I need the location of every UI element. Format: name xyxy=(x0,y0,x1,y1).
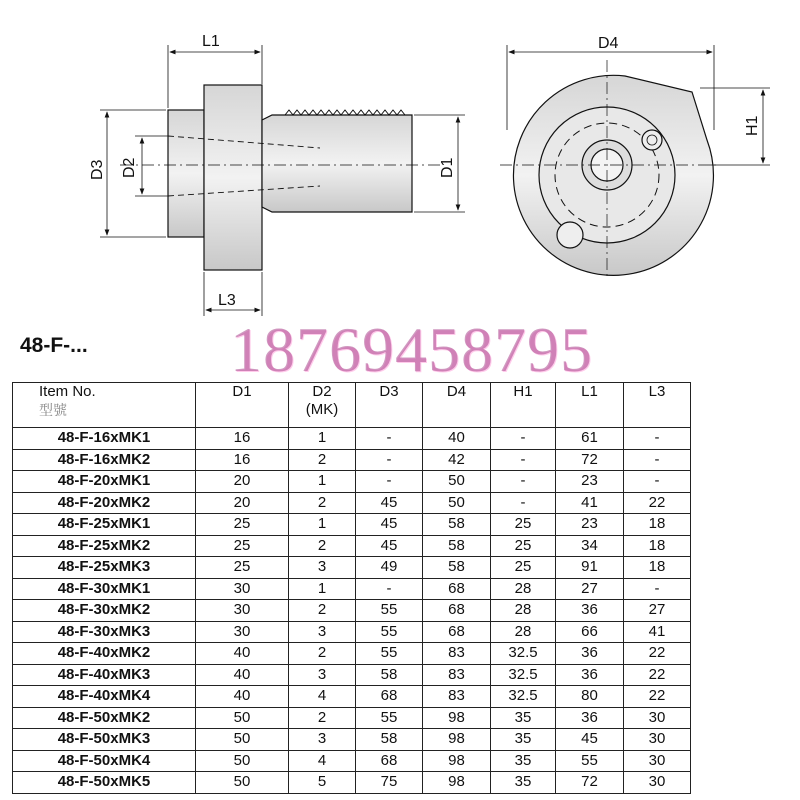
value-cell: - xyxy=(356,449,423,471)
value-cell: 72 xyxy=(556,772,624,794)
value-cell: - xyxy=(624,449,691,471)
value-cell: 4 xyxy=(289,750,356,772)
table-row xyxy=(13,772,691,794)
table-row xyxy=(13,621,691,643)
value-cell: 1 xyxy=(289,428,356,450)
value-cell: 68 xyxy=(423,600,491,622)
column-header-label: L3 xyxy=(648,383,666,400)
value-cell: 36 xyxy=(556,664,624,686)
dim-label-d4: D4 xyxy=(598,35,619,52)
table-row xyxy=(13,729,691,751)
table-row xyxy=(13,449,691,471)
table-row xyxy=(13,514,691,536)
value-cell: 58 xyxy=(356,729,423,751)
value-cell: 28 xyxy=(491,578,556,600)
value-cell: 3 xyxy=(289,729,356,751)
value-cell: 55 xyxy=(356,643,423,665)
item-number-cell: 48-F-20xMK2 xyxy=(13,492,196,514)
value-cell: - xyxy=(624,578,691,600)
table-row xyxy=(13,643,691,665)
value-cell: 50 xyxy=(423,471,491,493)
dim-label-l1: L1 xyxy=(202,33,220,50)
column-header xyxy=(556,383,624,428)
value-cell: 25 xyxy=(491,557,556,579)
value-cell: 30 xyxy=(624,729,691,751)
value-cell: 36 xyxy=(556,600,624,622)
table-row xyxy=(13,707,691,729)
table-row xyxy=(13,471,691,493)
value-cell: 58 xyxy=(423,514,491,536)
value-cell: 4 xyxy=(289,686,356,708)
value-cell: 25 xyxy=(491,514,556,536)
value-cell: 40 xyxy=(196,664,289,686)
value-cell: 30 xyxy=(196,600,289,622)
value-cell: - xyxy=(356,578,423,600)
value-cell: - xyxy=(624,428,691,450)
column-header xyxy=(289,383,356,428)
column-header-label: H1 xyxy=(513,383,533,400)
value-cell: - xyxy=(491,428,556,450)
value-cell: 30 xyxy=(624,707,691,729)
watermark: 18769458795 xyxy=(230,314,593,385)
column-header-sublabel: (MK) xyxy=(305,401,339,418)
value-cell: 2 xyxy=(289,449,356,471)
value-cell: 50 xyxy=(196,772,289,794)
value-cell: 32.5 xyxy=(491,686,556,708)
value-cell: 1 xyxy=(289,471,356,493)
table-row xyxy=(13,578,691,600)
value-cell: 23 xyxy=(556,514,624,536)
value-cell: 2 xyxy=(289,492,356,514)
dim-label-d1: D1 xyxy=(439,157,456,178)
value-cell: 25 xyxy=(491,535,556,557)
value-cell: 25 xyxy=(196,535,289,557)
value-cell: 72 xyxy=(556,449,624,471)
dim-label-l3: L3 xyxy=(218,292,236,309)
value-cell: 55 xyxy=(356,621,423,643)
item-number-cell: 48-F-16xMK2 xyxy=(13,449,196,471)
column-header xyxy=(624,383,691,428)
value-cell: 32.5 xyxy=(491,643,556,665)
value-cell: 42 xyxy=(423,449,491,471)
value-cell: 25 xyxy=(196,557,289,579)
value-cell: 58 xyxy=(356,664,423,686)
column-header-label: D3 xyxy=(379,383,399,400)
value-cell: 22 xyxy=(624,492,691,514)
value-cell: 1 xyxy=(289,578,356,600)
value-cell: 3 xyxy=(289,557,356,579)
value-cell: 50 xyxy=(196,729,289,751)
column-header xyxy=(196,383,289,428)
item-number-cell: 48-F-25xMK2 xyxy=(13,535,196,557)
value-cell: 20 xyxy=(196,471,289,493)
dim-label-d2: D2 xyxy=(121,157,138,178)
value-cell: 2 xyxy=(289,535,356,557)
value-cell: 1 xyxy=(289,514,356,536)
value-cell: 27 xyxy=(556,578,624,600)
value-cell: 5 xyxy=(289,772,356,794)
value-cell: 3 xyxy=(289,664,356,686)
item-number-cell: 48-F-50xMK4 xyxy=(13,750,196,772)
value-cell: 68 xyxy=(423,578,491,600)
item-number-cell: 48-F-40xMK3 xyxy=(13,664,196,686)
value-cell: 28 xyxy=(491,621,556,643)
value-cell: 41 xyxy=(556,492,624,514)
value-cell: 49 xyxy=(356,557,423,579)
value-cell: 45 xyxy=(356,514,423,536)
value-cell: 25 xyxy=(196,514,289,536)
column-header xyxy=(356,383,423,428)
item-number-cell: 48-F-25xMK3 xyxy=(13,557,196,579)
value-cell: 58 xyxy=(423,557,491,579)
value-cell: 45 xyxy=(556,729,624,751)
value-cell: 45 xyxy=(356,535,423,557)
item-number-cell: 48-F-30xMK2 xyxy=(13,600,196,622)
column-header-sublabel: 型號 xyxy=(39,402,67,418)
item-number-cell: 48-F-40xMK2 xyxy=(13,643,196,665)
value-cell: - xyxy=(356,471,423,493)
item-number-cell: 48-F-25xMK1 xyxy=(13,514,196,536)
value-cell: 91 xyxy=(556,557,624,579)
value-cell: - xyxy=(624,471,691,493)
value-cell: 50 xyxy=(423,492,491,514)
table-row xyxy=(13,492,691,514)
value-cell: 55 xyxy=(356,707,423,729)
side-view xyxy=(100,45,465,316)
item-number-cell: 48-F-30xMK3 xyxy=(13,621,196,643)
value-cell: 36 xyxy=(556,707,624,729)
value-cell: 98 xyxy=(423,729,491,751)
value-cell: 18 xyxy=(624,557,691,579)
value-cell: 55 xyxy=(356,600,423,622)
value-cell: 83 xyxy=(423,643,491,665)
front-view xyxy=(500,45,770,280)
value-cell: 18 xyxy=(624,514,691,536)
value-cell: 32.5 xyxy=(491,664,556,686)
value-cell: 50 xyxy=(196,707,289,729)
value-cell: 55 xyxy=(556,750,624,772)
value-cell: 98 xyxy=(423,772,491,794)
value-cell: 22 xyxy=(624,664,691,686)
value-cell: - xyxy=(491,492,556,514)
item-number-cell: 48-F-20xMK1 xyxy=(13,471,196,493)
table-row xyxy=(13,428,691,450)
value-cell: 16 xyxy=(196,428,289,450)
item-number-cell: 48-F-50xMK3 xyxy=(13,729,196,751)
value-cell: - xyxy=(356,428,423,450)
product-series-title: 48-F-... xyxy=(20,334,88,357)
table-row xyxy=(13,557,691,579)
table-row xyxy=(13,750,691,772)
column-header-label: D2 xyxy=(312,383,332,400)
value-cell: 23 xyxy=(556,471,624,493)
column-header xyxy=(13,383,196,428)
value-cell: 30 xyxy=(624,772,691,794)
value-cell: 2 xyxy=(289,600,356,622)
column-header-label: L1 xyxy=(581,383,598,400)
value-cell: 66 xyxy=(556,621,624,643)
value-cell: 98 xyxy=(423,750,491,772)
value-cell: 68 xyxy=(423,621,491,643)
value-cell: 61 xyxy=(556,428,624,450)
value-cell: 68 xyxy=(356,750,423,772)
value-cell: 68 xyxy=(356,686,423,708)
column-header xyxy=(423,383,491,428)
column-header-label: Item No. xyxy=(39,383,96,400)
value-cell: 16 xyxy=(196,449,289,471)
table-row xyxy=(13,664,691,686)
item-number-cell: 48-F-30xMK1 xyxy=(13,578,196,600)
item-number-cell: 48-F-50xMK5 xyxy=(13,772,196,794)
value-cell: 28 xyxy=(491,600,556,622)
value-cell: 83 xyxy=(423,664,491,686)
value-cell: 35 xyxy=(491,729,556,751)
value-cell: 80 xyxy=(556,686,624,708)
value-cell: 2 xyxy=(289,643,356,665)
value-cell: 18 xyxy=(624,535,691,557)
value-cell: 45 xyxy=(356,492,423,514)
value-cell: 2 xyxy=(289,707,356,729)
item-number-cell: 48-F-50xMK2 xyxy=(13,707,196,729)
table-row xyxy=(13,686,691,708)
value-cell: 36 xyxy=(556,643,624,665)
dim-label-d3: D3 xyxy=(89,159,106,180)
value-cell: 35 xyxy=(491,750,556,772)
value-cell: 35 xyxy=(491,707,556,729)
value-cell: 20 xyxy=(196,492,289,514)
value-cell: 83 xyxy=(423,686,491,708)
value-cell: 30 xyxy=(196,578,289,600)
value-cell: 58 xyxy=(423,535,491,557)
value-cell: 3 xyxy=(289,621,356,643)
value-cell: - xyxy=(491,449,556,471)
value-cell: 30 xyxy=(624,750,691,772)
value-cell: 75 xyxy=(356,772,423,794)
technical-drawing xyxy=(0,0,800,318)
value-cell: 35 xyxy=(491,772,556,794)
dimensions-table xyxy=(12,382,691,794)
column-header xyxy=(491,383,556,428)
item-number-cell: 48-F-16xMK1 xyxy=(13,428,196,450)
value-cell: 22 xyxy=(624,643,691,665)
value-cell: 41 xyxy=(624,621,691,643)
table-row xyxy=(13,535,691,557)
value-cell: 22 xyxy=(624,686,691,708)
value-cell: - xyxy=(491,471,556,493)
value-cell: 27 xyxy=(624,600,691,622)
value-cell: 50 xyxy=(196,750,289,772)
value-cell: 98 xyxy=(423,707,491,729)
value-cell: 30 xyxy=(196,621,289,643)
table-header-row xyxy=(13,383,691,428)
table-row xyxy=(13,600,691,622)
value-cell: 34 xyxy=(556,535,624,557)
value-cell: 40 xyxy=(196,686,289,708)
value-cell: 40 xyxy=(196,643,289,665)
column-header-label: D4 xyxy=(446,383,467,400)
value-cell: 40 xyxy=(423,428,491,450)
column-header-label: D1 xyxy=(232,383,252,400)
dim-label-h1: H1 xyxy=(744,115,761,136)
item-number-cell: 48-F-40xMK4 xyxy=(13,686,196,708)
